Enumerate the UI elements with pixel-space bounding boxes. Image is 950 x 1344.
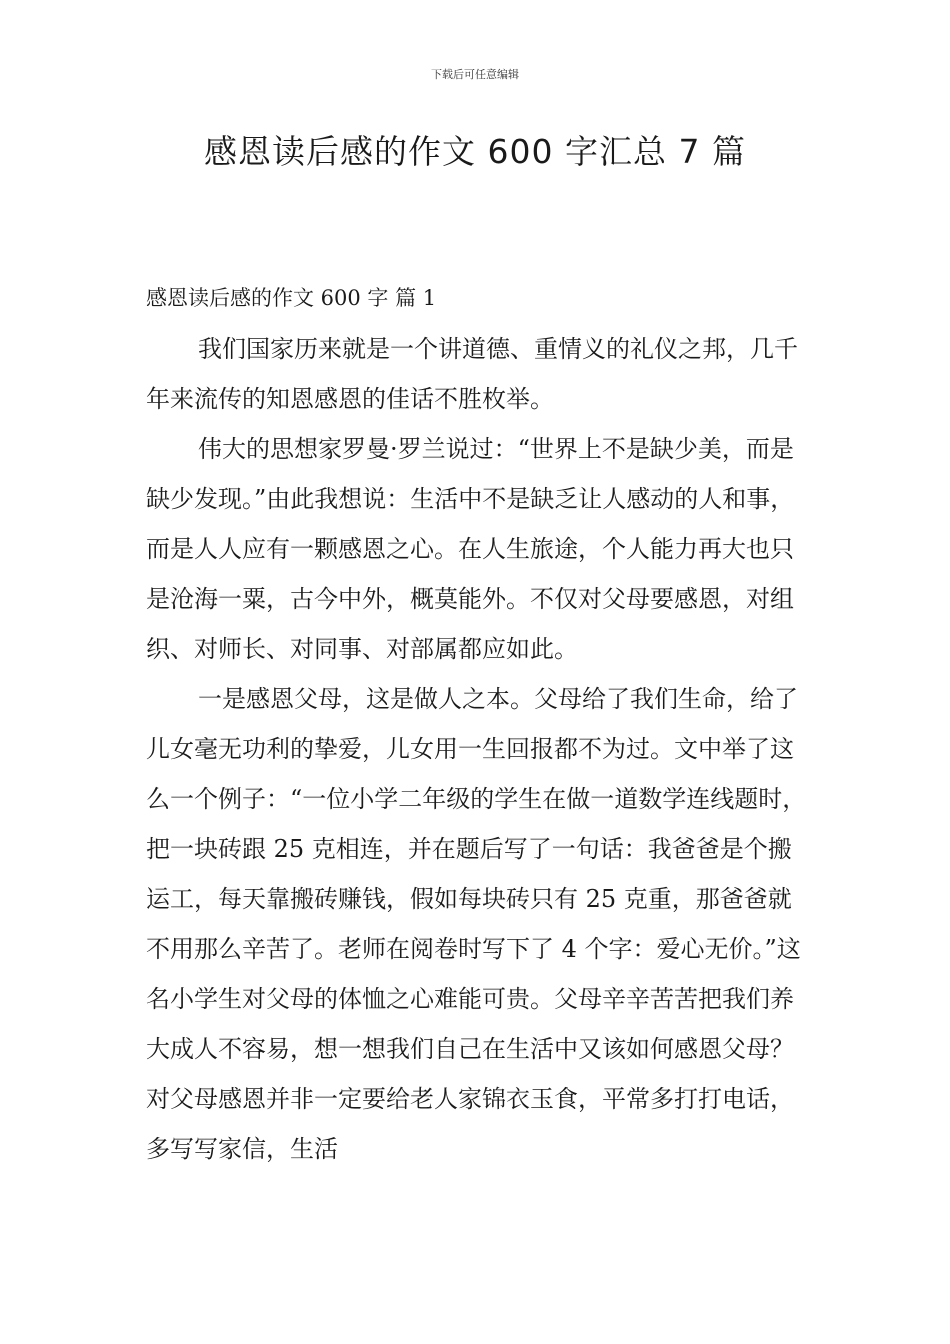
article-body [146,324,812,1174]
paragraph: 我们国家历来就是一个讲道德、重情义的礼仪之邦，几千年来流传的知恩感恩的佳话不胜枚举。 [146,335,798,413]
page-header-note: 下载后可任意编辑 [431,68,519,81]
paragraph: 伟大的思想家罗曼·罗兰说过：“世界上不是缺少美，而是缺少发现。”由此我想说：生活中不是缺乏让人感动的人和事，而是人人应有一颗感恩之心。在人生旅途，个人能力再大也只是沧海一粟，古今中外，概莫能外。不仅对父母要感恩，对组织、对师长、对同事、对部属都应如此。 [146,435,795,663]
document-title: 感恩读后感的作文 600 字汇总 7 篇 [204,132,746,171]
section-heading: 感恩读后感的作文 600 字 篇 1 [146,286,437,310]
paragraph: 一是感恩父母，这是做人之本。父母给了我们生命，给了儿女毫无功利的挚爱，儿女用一生回报都不为过。文中举了这么一个例子：“一位小学二年级的学生在做一道数学连线题时，把一块砖跟 25 克相连，并在题后写了一句话：我爸爸是个搬运工，每天靠搬砖赚钱，假如每块砖只有 25 克重，那爸爸就不用那么辛苦了。老师在阅卷时写下了 4 个字：爱心无价。”这名小学生对父母的体恤之心难能可贵。父母辛辛苦苦把我们养大成人不容易，想一想我们自己在生活中又该如何感恩父母？对父母感恩并非一定要给老人家锦衣玉食，平常多打打电话，多写写家信，生活 [146,685,807,1163]
